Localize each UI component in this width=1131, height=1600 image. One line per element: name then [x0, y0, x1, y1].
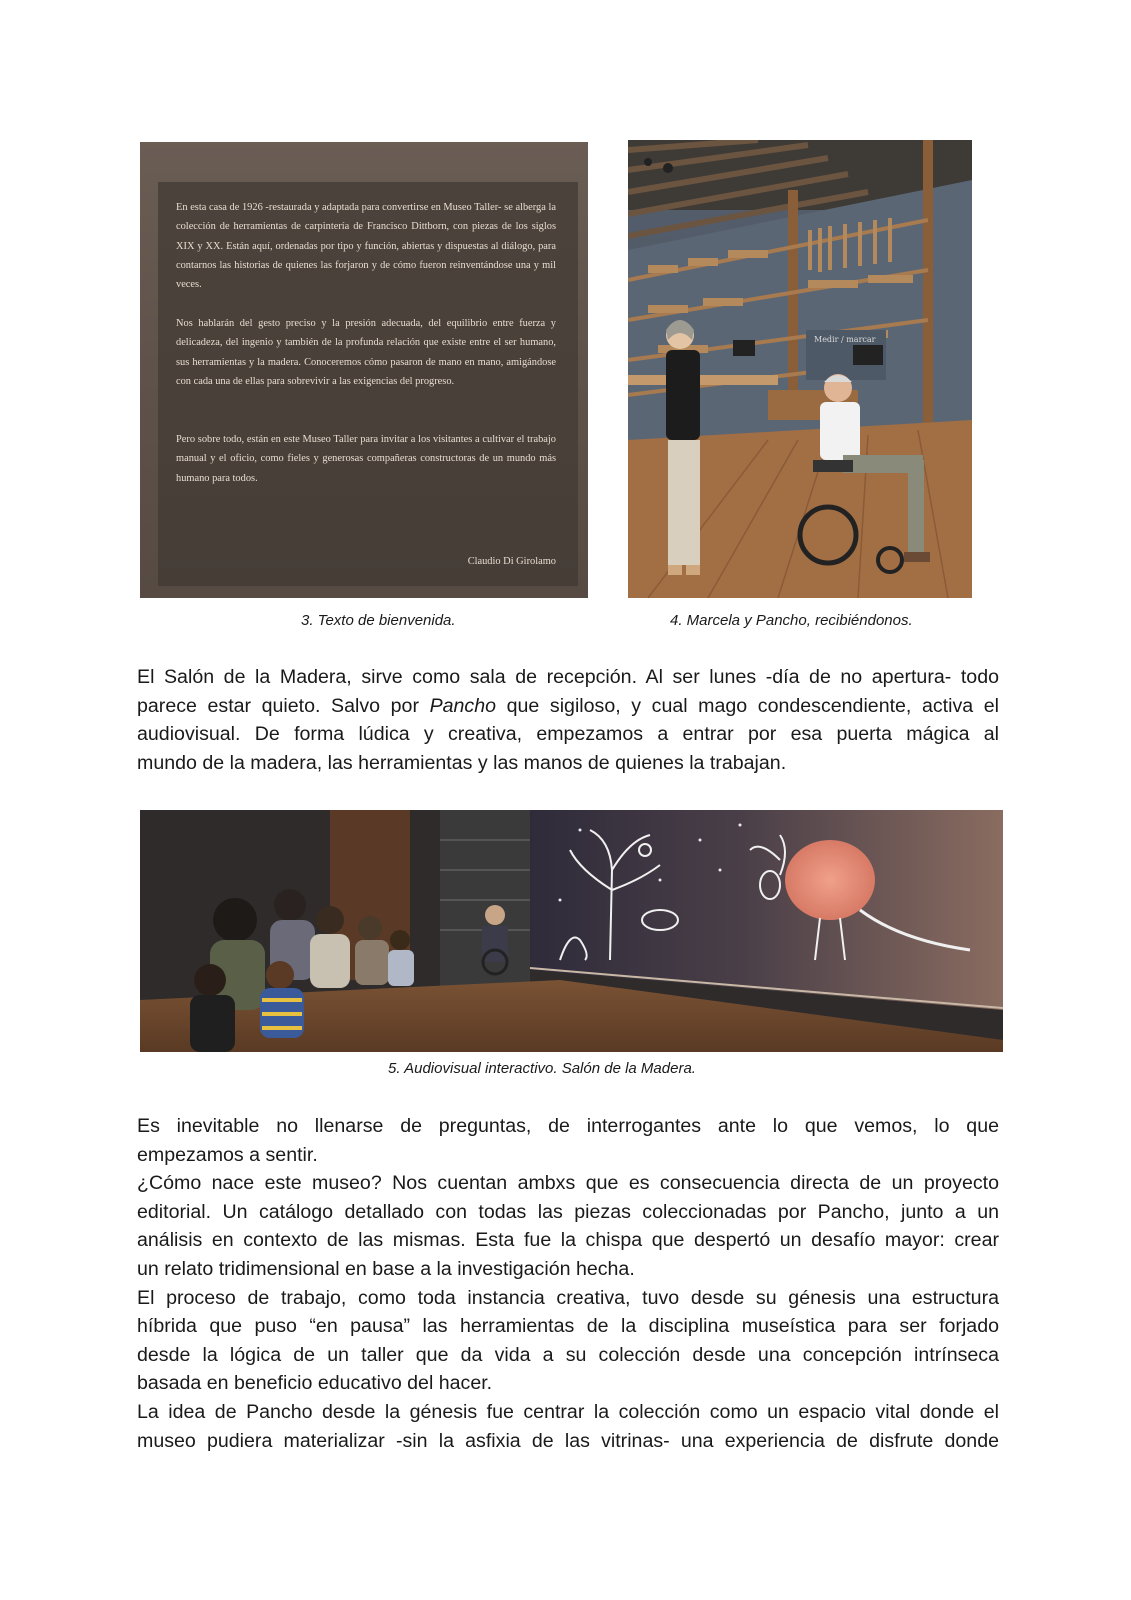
paragraph-2-line-3: ¿Cómo nace este museo? Nos cuentan ambxs que es consecuencia directa de un proyecto: [137, 1172, 999, 1195]
paragraph-2-line-11: La idea de Pancho desde la génesis fue centrar la colección como un espacio vital donde el: [137, 1400, 999, 1423]
audiovisual-scene-illustration: [140, 810, 1003, 1052]
paragraph-2-line-7: El proceso de trabajo, como toda instancia creativa, tuvo desde su génesis una estructura: [137, 1286, 999, 1309]
paragraph-2-line-9: desde la lógica de un taller que da vida a su colección desde una concepción intrínseca: [137, 1343, 999, 1366]
welcome-panel-photo: [140, 142, 588, 598]
paragraph-1-line-3: audiovisual. De forma lúdica y creativa, empezamos a entrar por esa puerta mágica al: [137, 723, 999, 746]
welcome-text-panel: [158, 182, 578, 586]
audiovisual-room-photo: [140, 810, 1003, 1052]
museum-workshop-photo: [628, 140, 972, 598]
paragraph-2: [137, 1112, 999, 1455]
paragraph-2-line-4: editorial. Un catálogo detallado con todas las piezas coleccionadas por Pancho, junto a un: [137, 1200, 999, 1223]
paragraph-2-line-6: un relato tridimensional en base a la investigación hecha.: [137, 1257, 635, 1280]
figure-5-caption: 5. Audiovisual interactivo. Salón de la Madera.: [388, 1060, 696, 1077]
pancho-emphasis: Pancho: [429, 694, 497, 717]
wall-label: Medir / marcar: [814, 335, 876, 344]
paragraph-1: [137, 663, 999, 777]
workshop-scene-illustration: [628, 140, 972, 598]
paragraph-2-line-10: basada en beneficio educativo del hacer.: [137, 1372, 493, 1395]
paragraph-2-line-2: empezamos a sentir.: [137, 1143, 318, 1166]
paragraph-1-line-4: mundo de la madera, las herramientas y las manos de quienes la trabajan.: [137, 751, 787, 774]
paragraph-2-line-5: análisis en contexto de las mismas. Esta fue la chispa que despertó un desafío mayor: crear: [137, 1229, 999, 1252]
panel-paragraph-1: En esta casa de 1926 -restaurada y adaptada para convertirse en Museo Taller- se alberga la colección de herramientas de carpintería de Francisco Dittborn, con piezas de los siglos XIX y XX. Están aquí, ordenadas por tipo y función, abiertas y dispuestas al diálogo, para contarnos las historias de quienes las forjaron y de cómo fueron reinventándose una y mil veces.: [176, 202, 556, 291]
paragraph-1-line-2: parece estar quieto. Salvo por Pancho que sigiloso, y cual mago condescendiente, activa el: [137, 694, 999, 717]
panel-paragraph-2: Nos hablarán del gesto preciso y la presión adecuada, del equilibrio entre fuerza y delicadeza, del ingenio y también de la profunda relación que existe entre el ser humano, sus herramientas y la madera. Conoceremos cómo pasaron de mano en mano, amigándose con cada una de ellas para sobrevivir a las exigencias del progreso.: [176, 318, 556, 387]
figure-4-caption: 4. Marcela y Pancho, recibiéndonos.: [670, 612, 913, 629]
figure-3-caption: 3. Texto de bienvenida.: [301, 612, 456, 629]
paragraph-2-line-1: Es inevitable no llenarse de preguntas, de interrogantes ante lo que vemos, lo que: [137, 1115, 999, 1137]
paragraph-2-line-8: híbrida que puso “en pausa” las herramientas de la disciplina museística para ser forjado: [137, 1315, 999, 1338]
panel-signature: Claudio Di Girolamo: [467, 556, 556, 567]
paragraph-1-line-1: El Salón de la Madera, sirve como sala de recepción. Al ser lunes -día de no apertura- todo: [137, 666, 999, 688]
panel-paragraph-3: Pero sobre todo, están en este Museo Taller para invitar a los visitantes a cultivar el trabajo manual y el oficio, como fieles y generosas compañeras constructoras de un mundo más humano para todos.: [176, 434, 556, 484]
paragraph-2-line-12: museo pudiera materializar -sin la asfixia de las vitrinas- una experiencia de disfrute donde: [137, 1429, 999, 1452]
